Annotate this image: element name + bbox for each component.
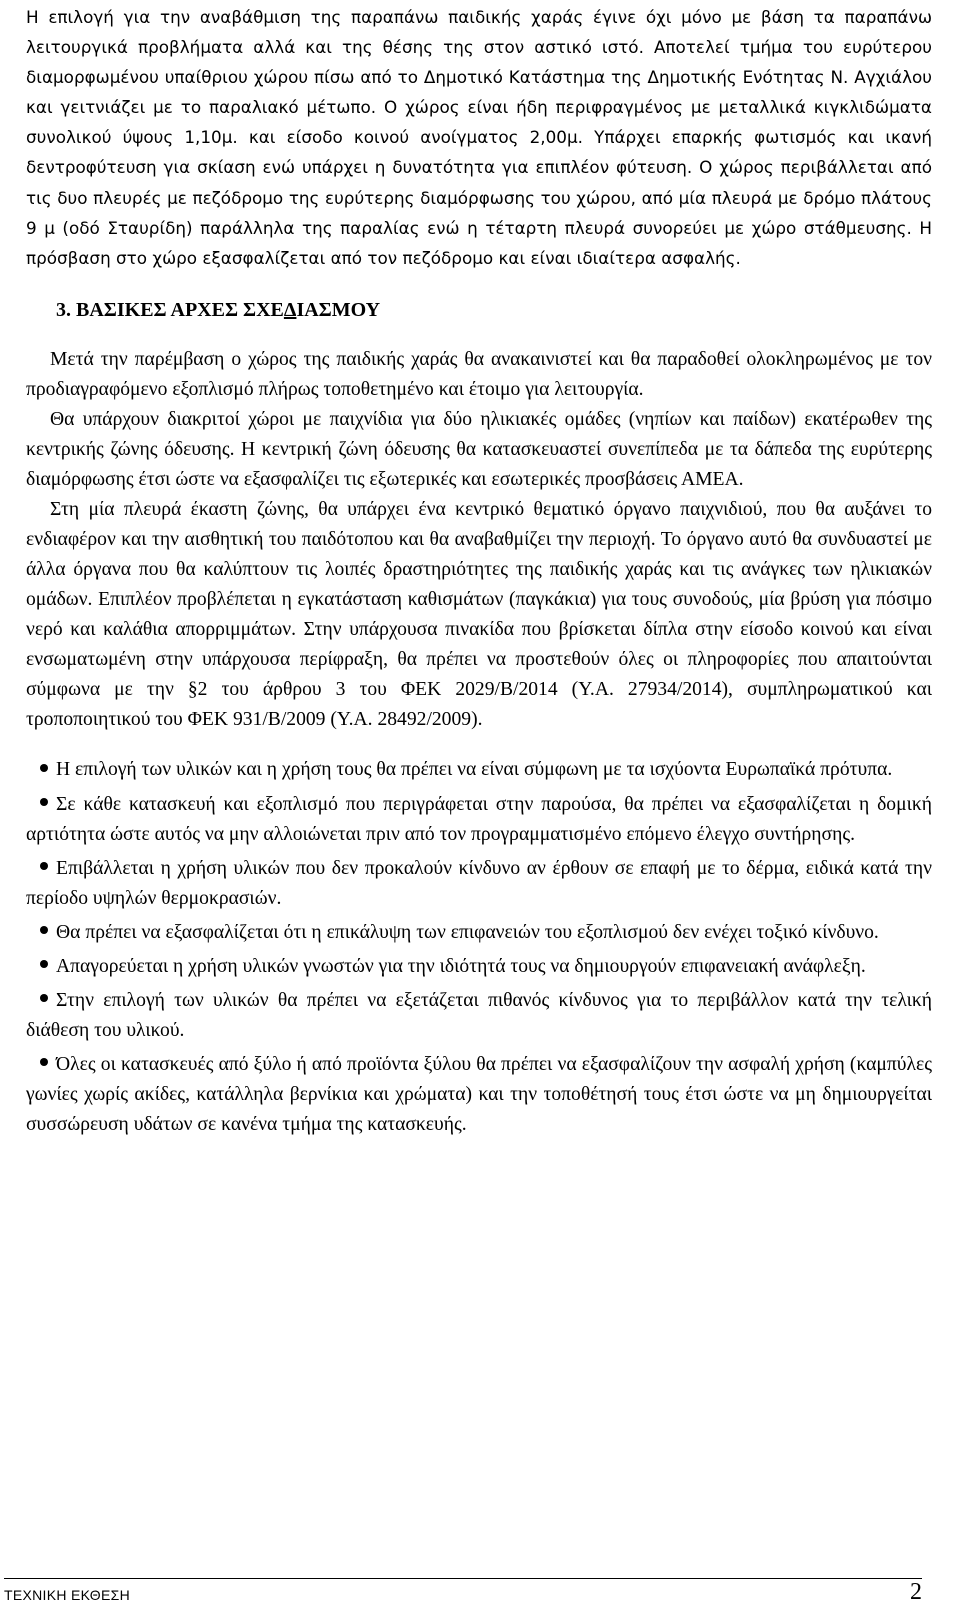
bullet-icon xyxy=(40,798,48,806)
list-item-text: Όλες οι κατασκευές από ξύλο ή από προϊόντα ξύλου θα πρέπει να εξασφαλίζουν την ασφαλή χρήση (καμπύλες γωνίες χωρίς ακίδες, κατάλληλα βερνίκια και χρώματα) και την τοποθέτησή τους έτσι ώστε να μη δημιουργείται συσσώρευση υδάτων σε κανένα τμήμα της κατασκευής. xyxy=(26,1053,932,1135)
body-paragraph: Θα υπάρχουν διακριτοί χώροι με παιχνίδια για δύο ηλικιακές ομάδες (νηπίων και παίδων) εκατέρωθεν της κεντρικής ζώνης όδευσης. Η κεντρική ζώνη όδευσης θα κατασκευαστεί συνεπίπεδα με τα δάπεδα της ευρύτερης διαμόρφωσης έτσι ώστε να εξασφαλίζει τις εξωτερικές και εσωτερικές προσβάσεις ΑΜΕΑ. xyxy=(26,408,932,491)
list-item xyxy=(26,952,932,982)
list-item-text: Επιβάλλεται η χρήση υλικών που δεν προκαλούν κίνδυνο αν έρθουν σε επαφή με το δέρμα, ειδικά κατά την περίοδο υψηλών θερμοκρασιών. xyxy=(26,857,932,909)
list-item-text: Απαγορεύεται η χρήση υλικών γνωστών για την ιδιότητά τους να δημιουργούν επιφανειακή ανάφλεξη. xyxy=(56,955,866,977)
section-number: 3. xyxy=(56,298,71,321)
list-item xyxy=(26,986,932,1046)
list-item xyxy=(26,918,932,948)
bullet-icon xyxy=(40,926,48,934)
footer-title: ΤΕΧΝΙΚΗ ΕΚΘΕΣΗ xyxy=(4,1587,131,1603)
bullet-icon xyxy=(40,764,48,772)
bullet-icon xyxy=(40,862,48,870)
requirements-list xyxy=(26,755,932,1140)
section-title-underlined: Δ xyxy=(283,298,297,321)
list-item-text: Θα πρέπει να εξασφαλίζεται ότι η επικάλυψη των επιφανειών του εξοπλισμού δεν ενέχει τοξικό κίνδυνο. xyxy=(56,921,879,943)
page-footer xyxy=(4,1578,922,1609)
list-item-text: Σε κάθε κατασκευή και εξοπλισμό που περιγράφεται στην παρούσα, θα πρέπει να εξασφαλίζεται η δομική αρτιότητα ώστε αυτός να μην αλλοιώνεται πριν από τον προγραμματισμένο επόμενο έλεγχο συντήρησης. xyxy=(26,793,932,845)
intro-paragraph: Η επιλογή για την αναβάθμιση της παραπάνω παιδικής χαράς έγινε όχι μόνο με βάση τα παραπάνω λειτουργικά προβλήματα αλλά και της θέσης της στον αστικό ιστό. Αποτελεί τμήμα του ευρύτερου διαμορφωμένου υπαίθριου χώρου πίσω από το Δημοτικό Κατάστημα της Δημοτικής Ενότητας Ν. Αγχιάλου και γειτνιάζει με το παραλιακό μέτωπο. Ο χώρος είναι ήδη περιφραγμένος με μεταλλικά κιγκλιδώματα συνολικού ύψους 1,10μ. και είσοδο κοινού ανοίγματος 2,00μ. Υπάρχει επαρκής φωτισμός και ικανή δεντροφύτευση για σκίαση ενώ υπάρχει η δυνατότητα για επιπλέον φύτευση. Ο χώρος περιβάλλεται από τις δυο πλευρές με πεζόδρομο της ευρύτερης διαμόρφωσης του χώρου, από μία πλευρά με δρόμο πλάτους 9 μ (οδό Σταυρίδη) παράλληλα της παραλίας ενώ η τέταρτη πλευρά συνορεύει με χώρο στάθμευσης. Η πρόσβαση στο χώρο εξασφαλίζεται από τον πεζόδρομο και είναι ιδιαίτερα ασφαλής. xyxy=(26,7,932,268)
body-paragraph: Στη μία πλευρά έκαστη ζώνης, θα υπάρχει ένα κεντρικό θεματικό όργανο παιχνιδιού, που θα αυξάνει το ενδιαφέρον και την αισθητική του παιδότοπου και θα αναβαθμίζει την περιοχή. Το όργανο αυτό θα συνδυαστεί με άλλα όργανα που θα καλύπτουν τις λοιπές δραστηριότητες της παιδικής χαράς και τις ανάγκες των ηλικιακών ομάδων. Επιπλέον προβλέπεται η εγκατάσταση καθισμάτων (παγκάκια) για τους συνοδούς, μία βρύση για πόσιμο νερό και καλάθια απορριμμάτων. Στην υπάρχουσα πινακίδα που βρίσκεται δίπλα στην είσοδο κοινού και είναι ενσωματωμένη στην υπάρχουσα περίφραξη, θα πρέπει να προστεθούν όλες οι πληροφορίες που απαιτούνται σύμφωνα με την §2 του άρθρου 3 του ΦΕΚ 2029/Β/2014 (Υ.Α. 27934/2014), συμπληρωματικού και τροποποιητικού του ΦΕΚ 931/Β/2009 (Υ.Α. 28492/2009). xyxy=(26,499,932,731)
list-item xyxy=(26,1050,932,1140)
list-item-text: Στην επιλογή των υλικών θα πρέπει να εξετάζεται πιθανός κίνδυνος για το περιβάλλον κατά την τελική διάθεση του υλικού. xyxy=(26,989,932,1041)
bullet-icon xyxy=(40,994,48,1002)
page-number: 2 xyxy=(910,1579,922,1605)
body-paragraph: Μετά την παρέμβαση ο χώρος της παιδικής χαράς θα ανακαινιστεί και θα παραδοθεί ολοκληρωμένος με τον προδιαγραφόμενο εξοπλισμό πλήρως τοποθετημένο και έτοιμο για λειτουργία. xyxy=(26,348,932,400)
list-item xyxy=(26,755,932,785)
bullet-icon xyxy=(40,1058,48,1066)
list-item xyxy=(26,790,932,850)
list-item-text: Η επιλογή των υλικών και η χρήση τους θα πρέπει να είναι σύμφωνη με τα ισχύοντα Ευρωπαϊκά πρότυπα. xyxy=(56,759,893,781)
list-item xyxy=(26,854,932,914)
section-title-start: ΒΑΣΙΚΕΣ ΑΡΧΕΣ ΣΧΕ xyxy=(76,298,284,321)
bullet-icon xyxy=(40,960,48,968)
section-title xyxy=(76,299,380,321)
document-page xyxy=(26,2,932,1144)
section-heading xyxy=(26,295,932,325)
section-title-end: ΙΑΣΜΟΥ xyxy=(296,298,381,321)
